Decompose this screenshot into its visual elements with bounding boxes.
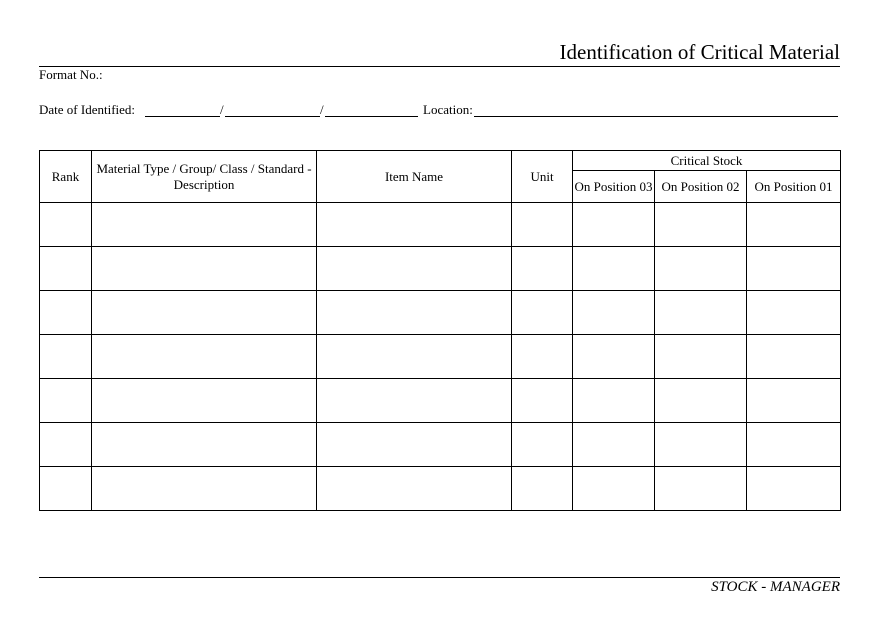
header-on-position-03: On Position 03 [573,171,655,203]
table-row [40,379,841,423]
rank-cell[interactable] [40,379,92,423]
date-separator: / [320,102,324,117]
header-on-position-01: On Position 01 [747,171,841,203]
position-02-cell[interactable] [655,423,747,467]
table-row [40,291,841,335]
critical-material-table [39,150,841,511]
unit-cell[interactable] [512,203,573,247]
position-01-cell[interactable] [747,203,841,247]
position-01-cell[interactable] [747,467,841,511]
position-03-cell[interactable] [573,291,655,335]
page-title: Identification of Critical Material [559,40,840,64]
header-unit: Unit [512,151,573,203]
header-item-name: Item Name [317,151,512,203]
table-row [40,335,841,379]
material-cell[interactable] [92,203,317,247]
position-03-cell[interactable] [573,247,655,291]
rank-cell[interactable] [40,423,92,467]
position-02-cell[interactable] [655,379,747,423]
position-01-cell[interactable] [747,335,841,379]
header-on-position-02: On Position 02 [655,171,747,203]
item-name-cell[interactable] [317,467,512,511]
header-rule [39,66,840,67]
unit-cell[interactable] [512,335,573,379]
unit-cell[interactable] [512,379,573,423]
table-row [40,467,841,511]
header-material-description: Material Type / Group/ Class / Standard - Description [92,151,317,203]
position-01-cell[interactable] [747,423,841,467]
item-name-cell[interactable] [317,379,512,423]
position-02-cell[interactable] [655,291,747,335]
position-03-cell[interactable] [573,423,655,467]
position-02-cell[interactable] [655,335,747,379]
format-number-label: Format No.: [39,67,103,82]
position-02-cell[interactable] [655,247,747,291]
material-cell[interactable] [92,335,317,379]
footer-label: STOCK - MANAGER [711,579,840,595]
unit-cell[interactable] [512,423,573,467]
header-critical-stock: Critical Stock [573,151,841,171]
position-03-cell[interactable] [573,203,655,247]
table-body [40,203,841,511]
header-rank: Rank [40,151,92,203]
table-row [40,423,841,467]
location-label: Location: [423,102,473,117]
item-name-cell[interactable] [317,247,512,291]
location-blank[interactable] [474,116,838,117]
rank-cell[interactable] [40,335,92,379]
date-month-blank[interactable] [225,116,320,117]
rank-cell[interactable] [40,467,92,511]
material-cell[interactable] [92,423,317,467]
item-name-cell[interactable] [317,291,512,335]
material-cell[interactable] [92,467,317,511]
position-01-cell[interactable] [747,291,841,335]
item-name-cell[interactable] [317,423,512,467]
position-03-cell[interactable] [573,379,655,423]
rank-cell[interactable] [40,203,92,247]
date-separator: / [220,102,224,117]
unit-cell[interactable] [512,291,573,335]
table-row [40,203,841,247]
unit-cell[interactable] [512,247,573,291]
position-02-cell[interactable] [655,467,747,511]
date-day-blank[interactable] [145,116,220,117]
rank-cell[interactable] [40,247,92,291]
material-cell[interactable] [92,247,317,291]
material-cell[interactable] [92,291,317,335]
item-name-cell[interactable] [317,203,512,247]
position-03-cell[interactable] [573,335,655,379]
item-name-cell[interactable] [317,335,512,379]
unit-cell[interactable] [512,467,573,511]
date-year-blank[interactable] [325,116,418,117]
position-01-cell[interactable] [747,247,841,291]
rank-cell[interactable] [40,291,92,335]
table-row [40,247,841,291]
material-cell[interactable] [92,379,317,423]
position-02-cell[interactable] [655,203,747,247]
date-identified-label: Date of Identified: [39,102,136,117]
position-01-cell[interactable] [747,379,841,423]
position-03-cell[interactable] [573,467,655,511]
